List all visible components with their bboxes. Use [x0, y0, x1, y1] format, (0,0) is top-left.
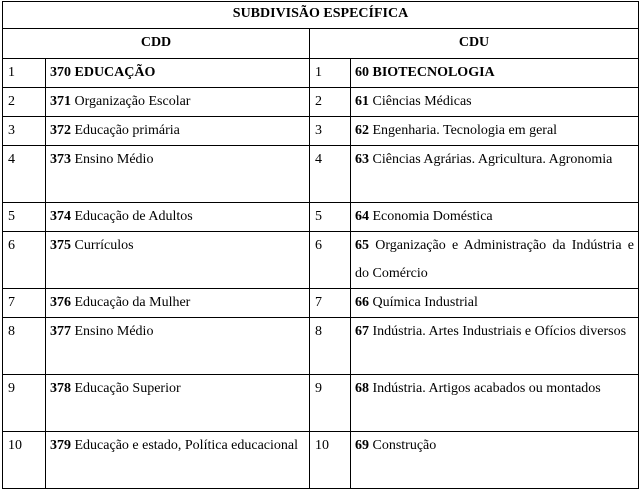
row-number-left: 6	[3, 232, 46, 289]
table-row	[3, 88, 639, 117]
cdd-label: Currículos	[74, 238, 134, 253]
row-number-left: 3	[3, 117, 46, 146]
cdd-label: Organização Escolar	[74, 94, 191, 109]
cdu-entry	[351, 232, 639, 289]
cdu-code: 68	[355, 381, 369, 396]
row-number-right: 5	[310, 203, 351, 232]
row-number-left: 9	[3, 375, 46, 432]
cdd-code: 370	[50, 65, 71, 80]
cdu-code: 64	[355, 209, 369, 224]
title-row	[3, 2, 639, 29]
cdd-code: 378	[50, 381, 71, 396]
cdu-label: Química Industrial	[372, 295, 478, 310]
classification-table	[2, 1, 639, 489]
cdu-label: Ciências Agrárias. Agricultura. Agronomia	[372, 152, 613, 167]
cdd-entry	[46, 375, 310, 432]
row-number-right: 7	[310, 289, 351, 318]
row-number-right: 4	[310, 146, 351, 203]
cdd-code: 379	[50, 438, 71, 453]
cdu-code: 62	[355, 123, 369, 138]
row-number-right: 10	[310, 432, 351, 489]
cdd-label: Ensino Médio	[74, 324, 154, 339]
row-number-left: 5	[3, 203, 46, 232]
table-row	[3, 59, 639, 88]
cdd-code: 373	[50, 152, 71, 167]
cdd-code: 374	[50, 209, 71, 224]
cdd-code: 375	[50, 238, 71, 253]
row-number-left: 1	[3, 59, 46, 88]
table-row	[3, 289, 639, 318]
cdu-label: BIOTECNOLOGIA	[372, 65, 495, 80]
cdu-entry	[351, 289, 639, 318]
cdd-entry	[46, 432, 310, 489]
cdu-entry	[351, 318, 639, 375]
row-number-left: 8	[3, 318, 46, 375]
cdd-label: Educação e estado, Política educacional	[74, 438, 299, 453]
table-row	[3, 232, 639, 289]
cdd-label: Ensino Médio	[74, 152, 154, 167]
header-row	[3, 29, 639, 59]
cdd-label: Educação Superior	[74, 381, 181, 396]
cdd-label: Educação primária	[74, 123, 180, 138]
row-number-left: 7	[3, 289, 46, 318]
row-number-left: 4	[3, 146, 46, 203]
table-title: SUBDIVISÃO ESPECÍFICA	[3, 2, 639, 29]
cdu-label: Economia Doméstica	[372, 209, 493, 224]
cdu-code: 65	[355, 238, 369, 253]
header-cdd: CDD	[3, 29, 310, 59]
cdu-code: 63	[355, 152, 369, 167]
cdu-entry	[351, 59, 639, 88]
table-row	[3, 203, 639, 232]
cdd-label: Educação da Mulher	[74, 295, 191, 310]
cdu-code: 66	[355, 295, 369, 310]
cdu-entry	[351, 375, 639, 432]
cdd-entry	[46, 289, 310, 318]
cdd-code: 377	[50, 324, 71, 339]
row-number-right: 1	[310, 59, 351, 88]
cdu-code: 60	[355, 65, 369, 80]
cdu-entry	[351, 432, 639, 489]
cdu-entry	[351, 203, 639, 232]
row-number-right: 2	[310, 88, 351, 117]
cdd-entry	[46, 88, 310, 117]
row-number-right: 3	[310, 117, 351, 146]
header-cdu: CDU	[310, 29, 639, 59]
cdu-code: 61	[355, 94, 369, 109]
table-row	[3, 318, 639, 375]
cdd-code: 376	[50, 295, 71, 310]
cdu-label: Organização e Administração da Indústria e do Comércio	[355, 238, 634, 281]
table-row	[3, 375, 639, 432]
cdd-code: 371	[50, 94, 71, 109]
table-row	[3, 117, 639, 146]
table-row	[3, 432, 639, 489]
cdd-entry	[46, 318, 310, 375]
cdu-label: Ciências Médicas	[372, 94, 472, 109]
cdd-entry	[46, 203, 310, 232]
cdu-label: Engenharia. Tecnologia em geral	[372, 123, 558, 138]
cdu-entry	[351, 117, 639, 146]
row-number-right: 8	[310, 318, 351, 375]
cdu-code: 69	[355, 438, 369, 453]
cdd-label: Educação de Adultos	[74, 209, 193, 224]
cdd-entry	[46, 117, 310, 146]
table-row	[3, 146, 639, 203]
cdd-entry	[46, 59, 310, 88]
row-number-left: 10	[3, 432, 46, 489]
cdu-code: 67	[355, 324, 369, 339]
row-number-right: 9	[310, 375, 351, 432]
cdd-code: 372	[50, 123, 71, 138]
cdu-label: Indústria. Artigos acabados ou montados	[372, 381, 601, 396]
row-number-right: 6	[310, 232, 351, 289]
cdd-entry	[46, 146, 310, 203]
row-number-left: 2	[3, 88, 46, 117]
cdd-entry	[46, 232, 310, 289]
cdu-entry	[351, 88, 639, 117]
cdu-label: Indústria. Artes Industriais e Ofícios diversos	[372, 324, 627, 339]
cdu-label: Construção	[372, 438, 437, 453]
cdu-entry	[351, 146, 639, 203]
cdd-label: EDUCAÇÃO	[74, 65, 156, 80]
